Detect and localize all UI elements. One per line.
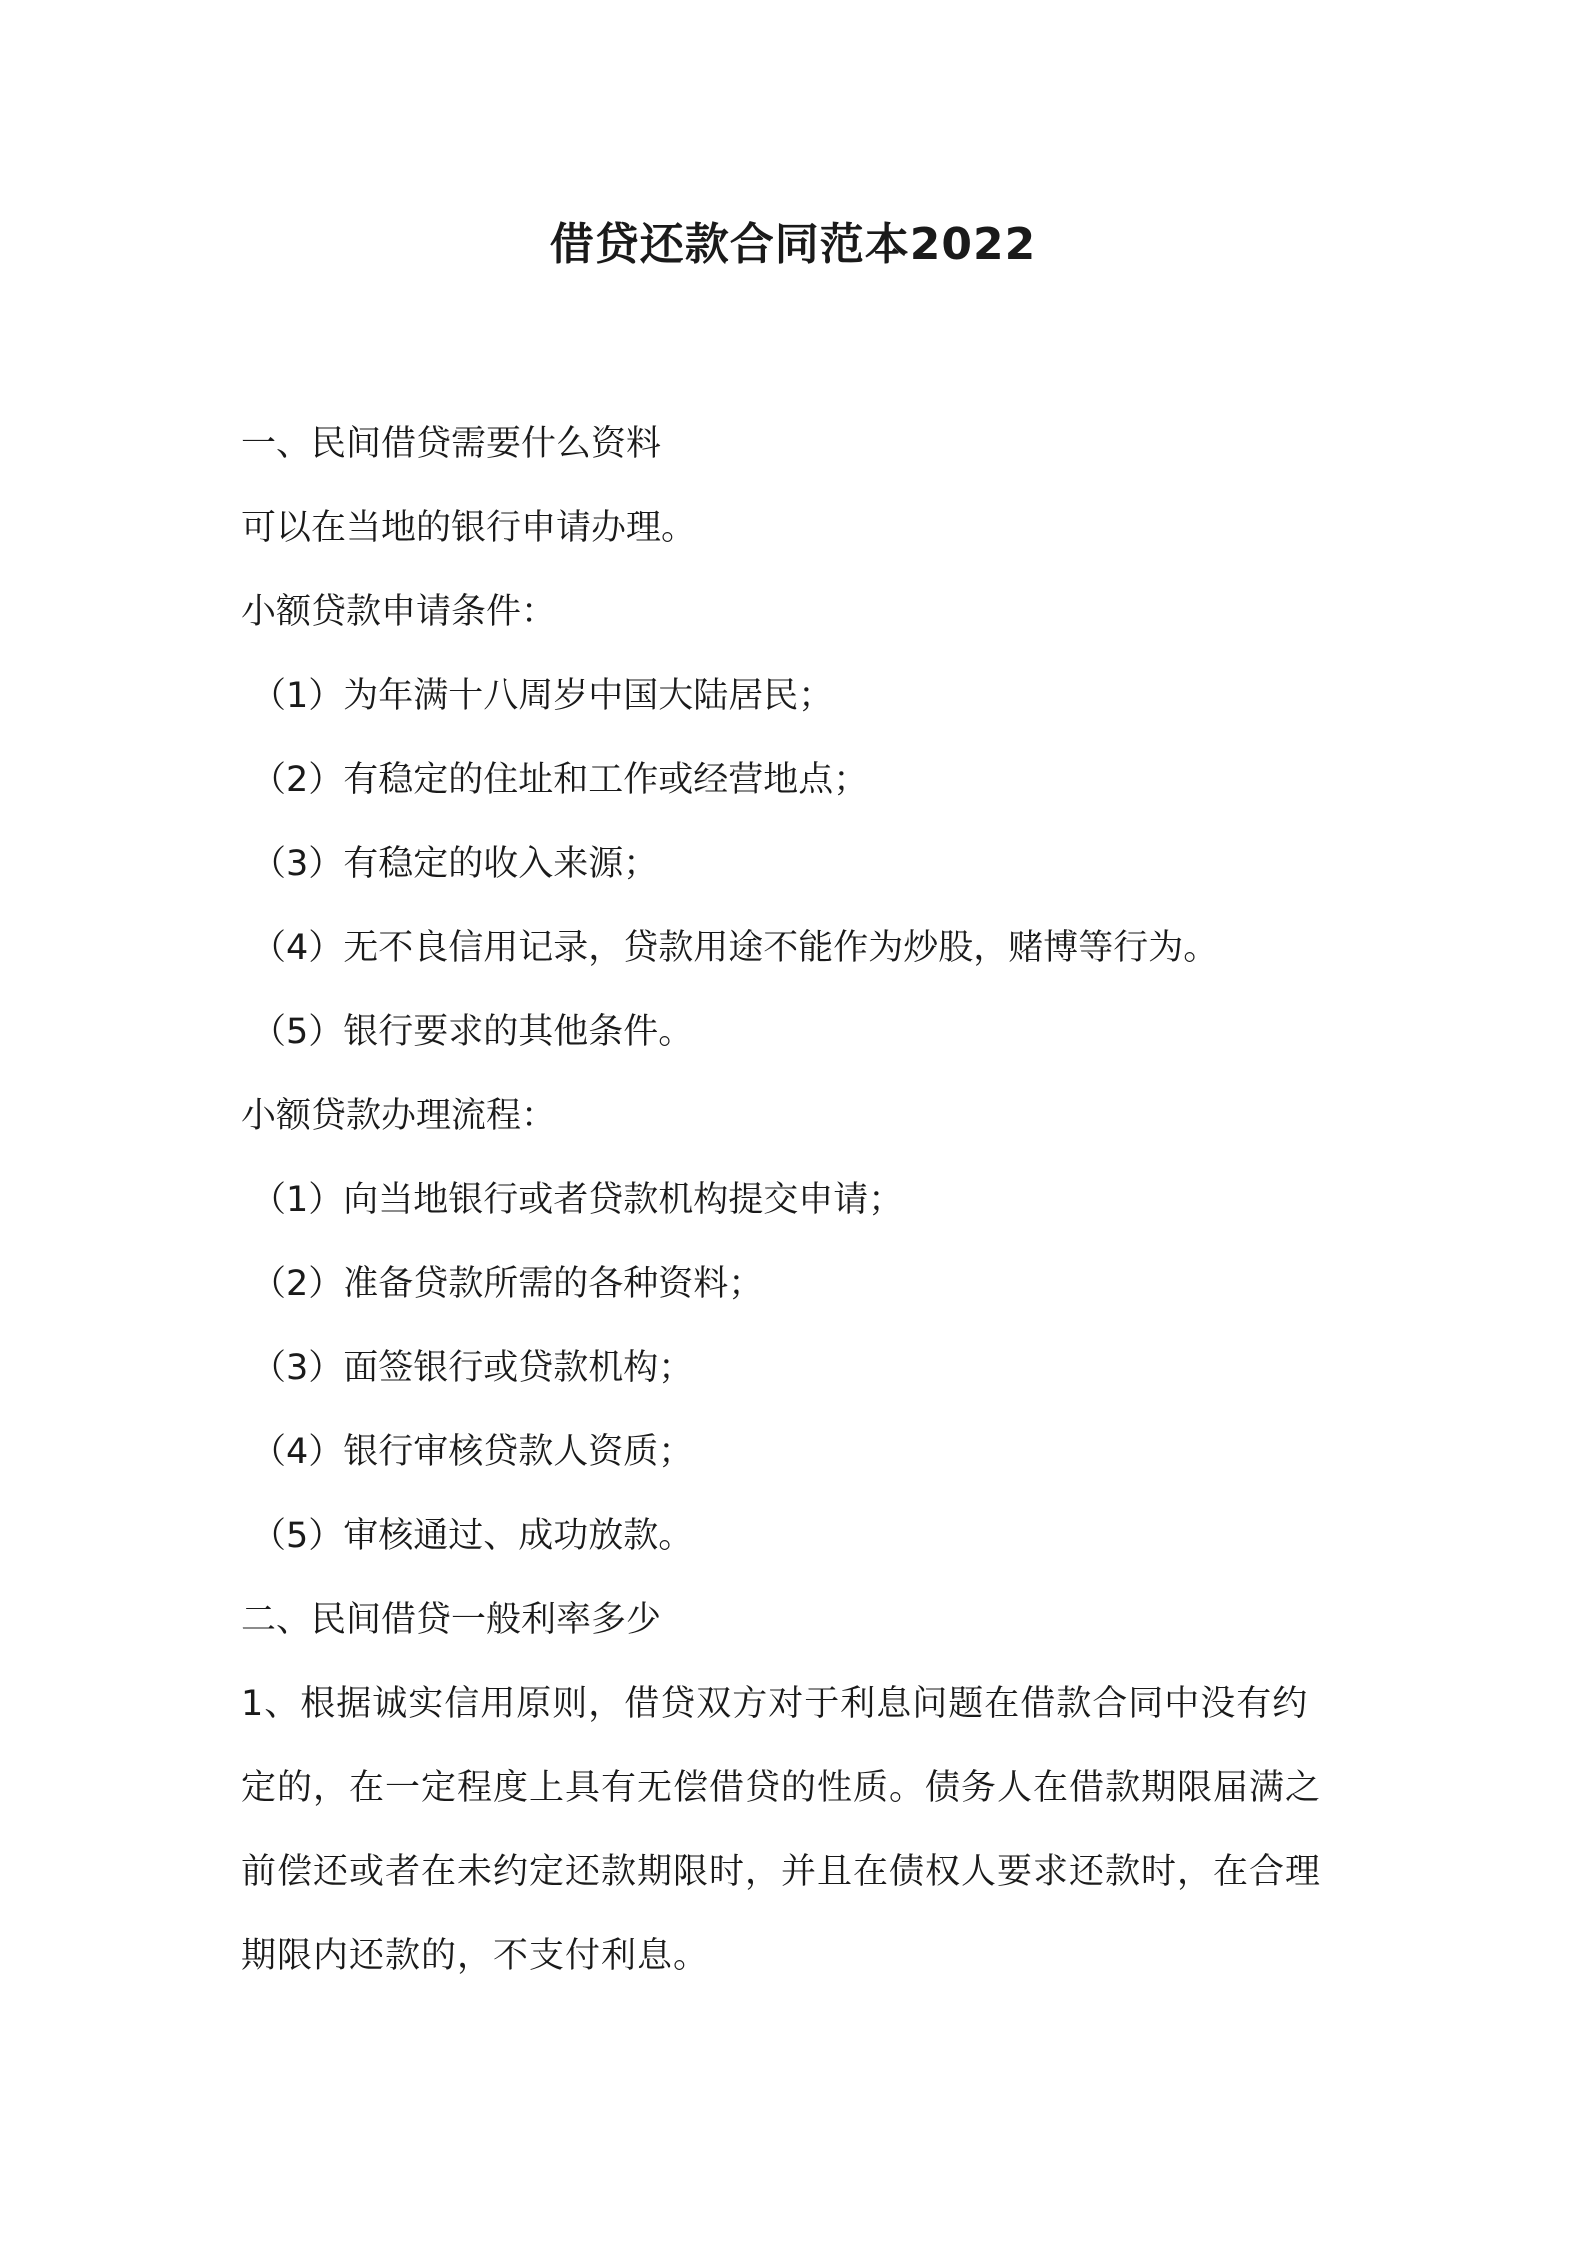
- list-item: （2）有稳定的住址和工作或经营地点；: [251, 760, 869, 800]
- paragraph-line: 前偿还或者在未约定还款期限时，并且在债权人要求还款时，在合理: [241, 1852, 1322, 1892]
- list-item: （1）向当地银行或者贷款机构提交申请；: [251, 1180, 904, 1220]
- subheading-conditions: 小额贷款申请条件：: [241, 592, 557, 632]
- document-title: 借贷还款合同范本2022: [549, 219, 1037, 270]
- list-item: （4）银行审核贷款人资质；: [251, 1432, 694, 1472]
- list-item: （3）面签银行或贷款机构；: [251, 1348, 694, 1388]
- paragraph-line: 定的，在一定程度上具有无偿借贷的性质。债务人在借款期限届满之: [241, 1768, 1322, 1808]
- section-heading-1: 一、民间借贷需要什么资料: [241, 424, 662, 464]
- list-item: （3）有稳定的收入来源；: [251, 844, 659, 884]
- subheading-process: 小额贷款办理流程：: [241, 1096, 557, 1136]
- body-text: 可以在当地的银行申请办理。: [241, 508, 697, 548]
- section-heading-2: 二、民间借贷一般利率多少: [241, 1600, 662, 1640]
- list-item: （5）银行要求的其他条件。: [251, 1012, 694, 1052]
- list-item: （1）为年满十八周岁中国大陆居民；: [251, 676, 834, 716]
- paragraph-line: 期限内还款的，不支付利息。: [241, 1936, 710, 1976]
- document-body: [241, 402, 1361, 1998]
- paragraph-line: 1、根据诚实信用原则，借贷双方对于利息问题在借款合同中没有约: [241, 1684, 1309, 1724]
- list-item: （5）审核通过、成功放款。: [251, 1516, 694, 1556]
- list-item: （2）准备贷款所需的各种资料；: [251, 1264, 764, 1304]
- list-item: （4）无不良信用记录，贷款用途不能作为炒股，赌博等行为。: [251, 928, 1219, 968]
- interest-paragraph: [241, 1662, 1361, 1998]
